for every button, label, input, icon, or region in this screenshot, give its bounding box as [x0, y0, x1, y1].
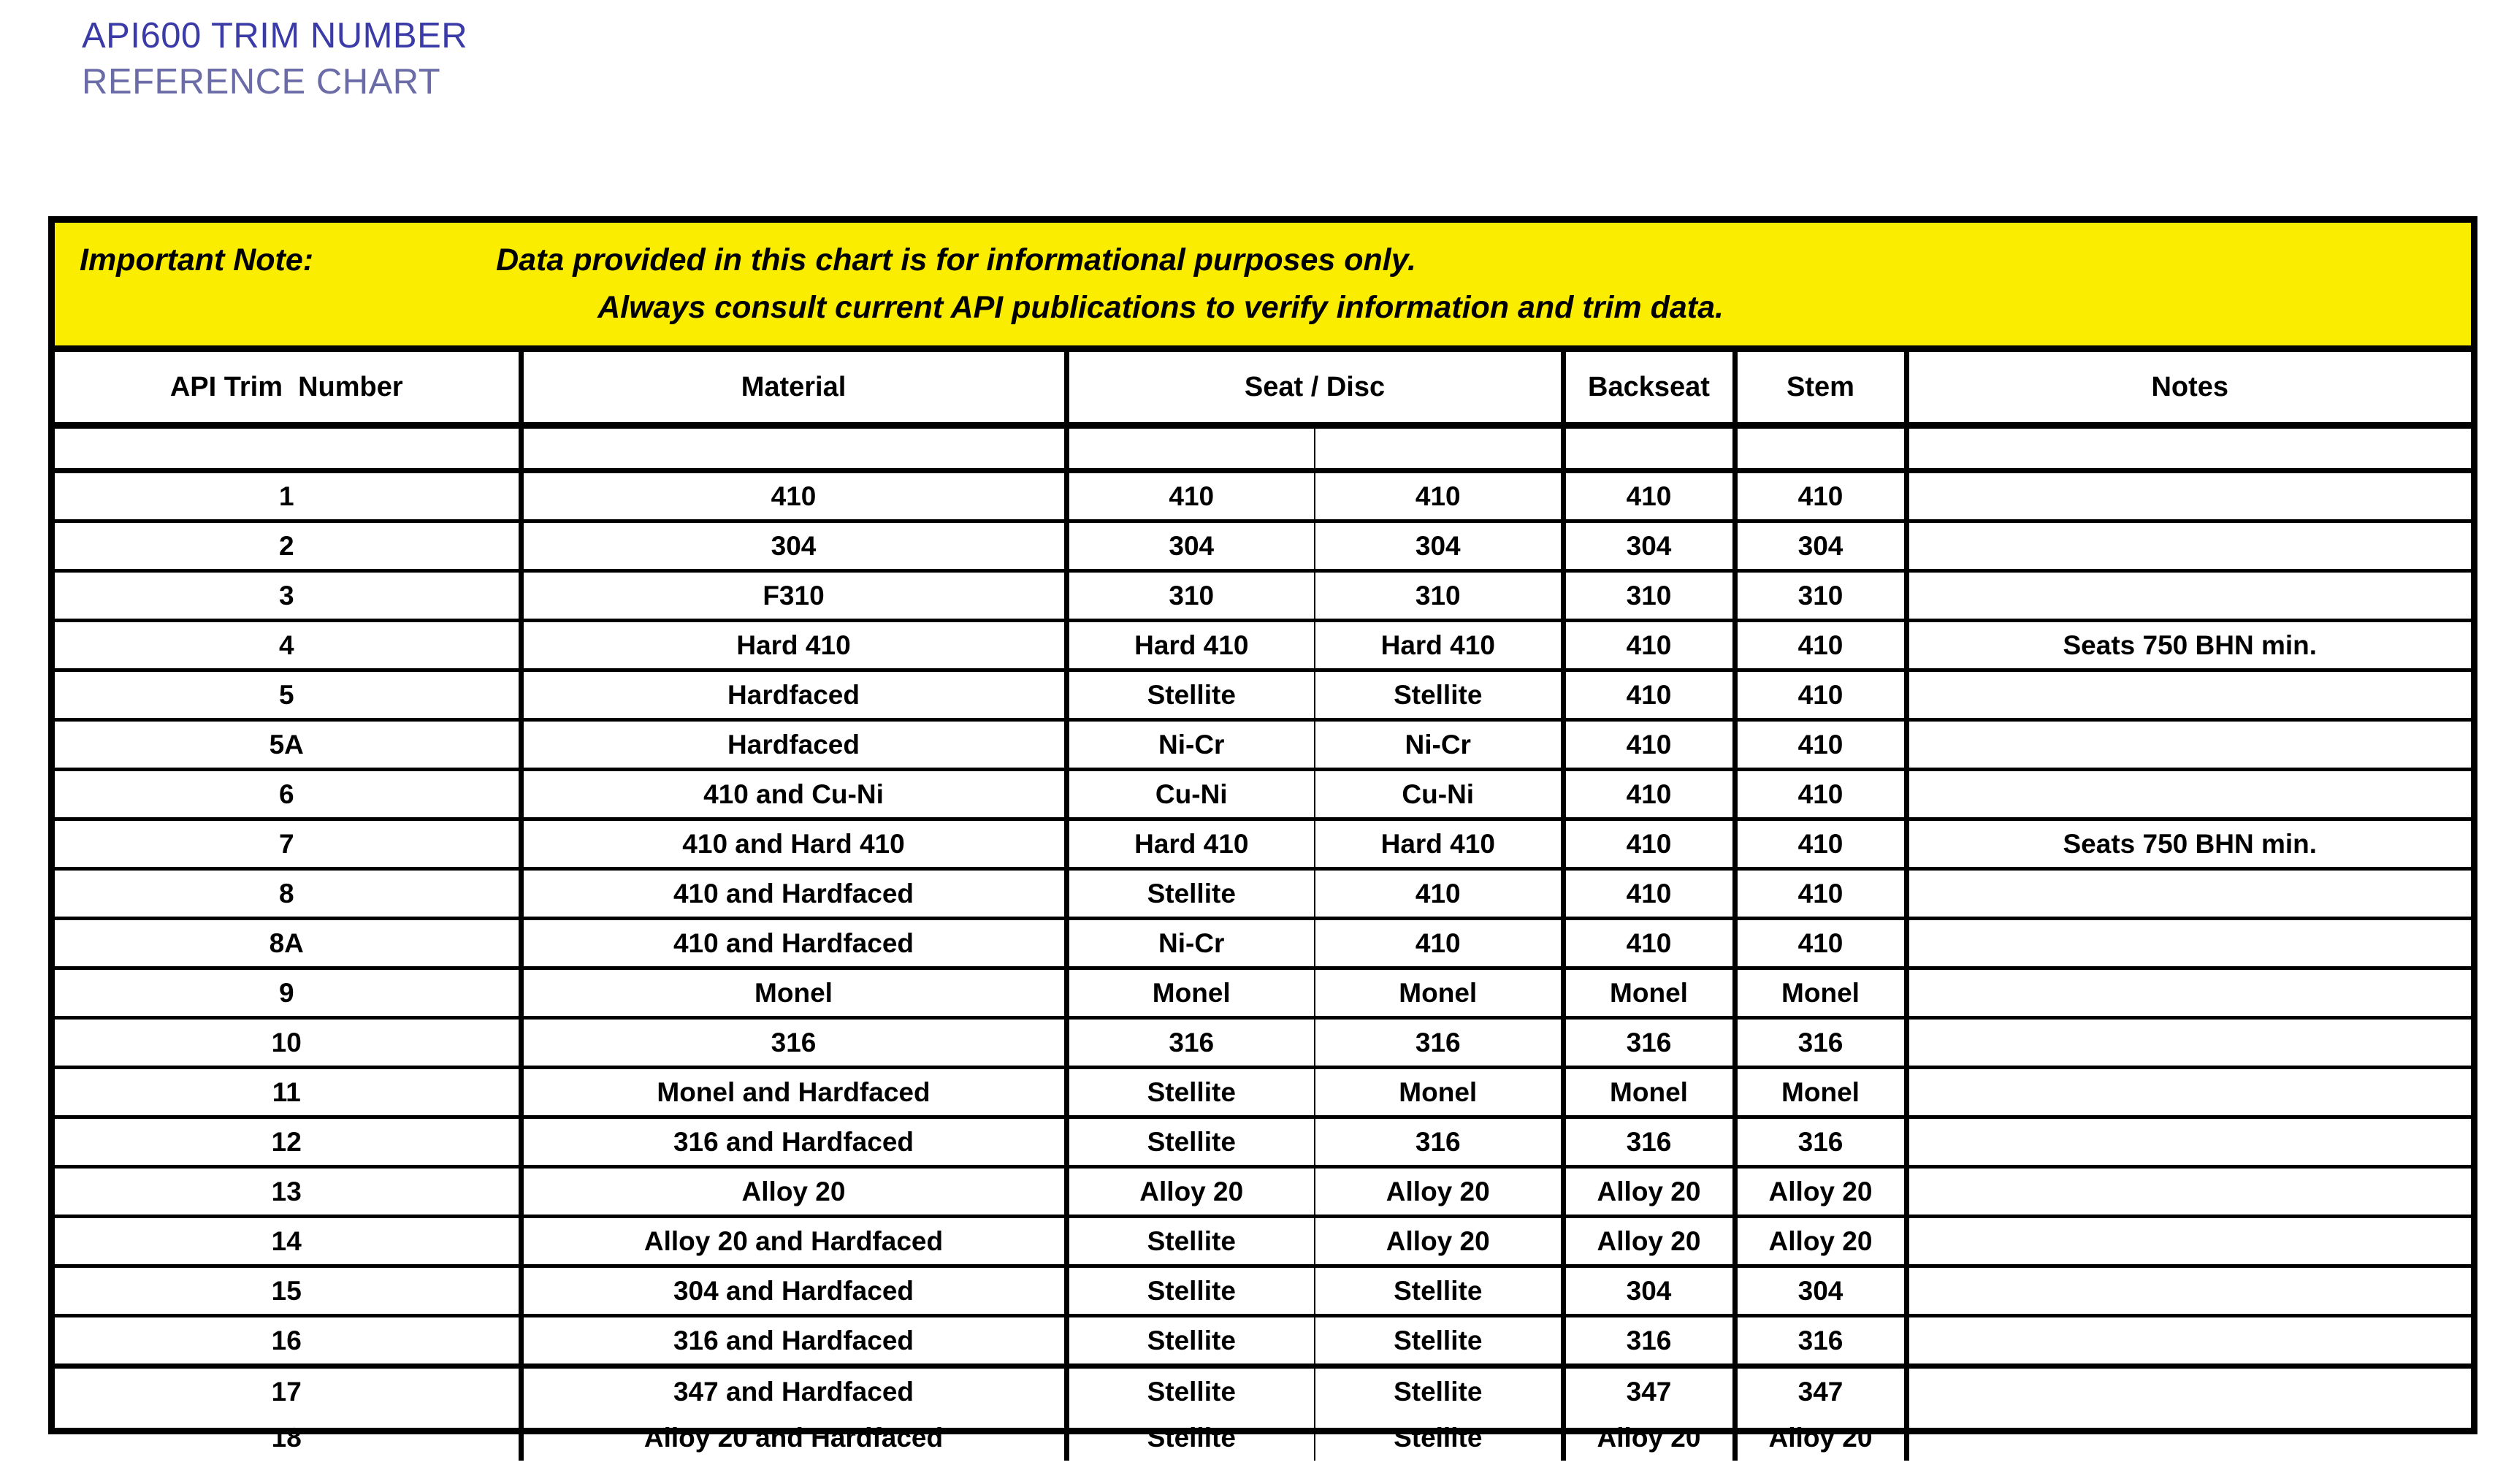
cell-stem: 410 [1735, 819, 1906, 869]
table-row [55, 1018, 2471, 1068]
cell-material: Alloy 20 and Hardfaced [521, 1217, 1066, 1266]
cell-backseat: Monel [1563, 1068, 1735, 1117]
cell-notes: Seats 750 BHN min. [1906, 819, 2471, 869]
cell-backseat: 410 [1563, 770, 1735, 819]
cell-notes [1906, 471, 2471, 521]
cell-stem: 316 [1735, 1316, 1906, 1366]
cell-seat: Stellite [1066, 1217, 1315, 1266]
table-row [55, 720, 2471, 770]
cell-seat: Hard 410 [1066, 819, 1315, 869]
cell-backseat: 410 [1563, 471, 1735, 521]
cell-stem: 410 [1735, 471, 1906, 521]
cell-material: 410 [521, 471, 1066, 521]
table-header-row [55, 349, 2471, 426]
cell-seat: Ni-Cr [1066, 919, 1315, 968]
cell-disc: 304 [1315, 521, 1563, 571]
important-note-label: Important Note: [80, 242, 314, 278]
cell-backseat: 410 [1563, 919, 1735, 968]
important-note-line2: Always consult current API publications to verify information and trim data. [597, 290, 1724, 325]
cell-stem: 304 [1735, 1266, 1906, 1316]
cell-seat: Stellite [1066, 1068, 1315, 1117]
cell-backseat: 316 [1563, 1117, 1735, 1167]
cell-trim-number: 8 [55, 869, 521, 919]
table-spacer-row [55, 426, 2471, 471]
cell-material: 410 and Hardfaced [521, 869, 1066, 919]
cell-trim-number: 13 [55, 1167, 521, 1217]
cell-disc: Hard 410 [1315, 621, 1563, 670]
cell-trim-number: 4 [55, 621, 521, 670]
cell-material: 347 and Hardfaced [521, 1366, 1066, 1415]
cell-seat: Monel [1066, 968, 1315, 1018]
cell-material: 410 and Cu-Ni [521, 770, 1066, 819]
cell-material: 316 and Hardfaced [521, 1117, 1066, 1167]
cell-notes [1906, 1217, 2471, 1266]
cell-stem: Alloy 20 [1735, 1415, 1906, 1461]
cell-stem: 410 [1735, 919, 1906, 968]
cell-trim-number: 8A [55, 919, 521, 968]
cell-backseat: 304 [1563, 1266, 1735, 1316]
cell-material: 410 and Hard 410 [521, 819, 1066, 869]
cell-stem: 304 [1735, 521, 1906, 571]
cell-stem: 410 [1735, 670, 1906, 720]
cell-seat: 304 [1066, 521, 1315, 571]
cell-disc: Stellite [1315, 670, 1563, 720]
cell-stem: Alloy 20 [1735, 1167, 1906, 1217]
cell-seat: Cu-Ni [1066, 770, 1315, 819]
cell-disc: 410 [1315, 919, 1563, 968]
cell-seat: 316 [1066, 1018, 1315, 1068]
cell-notes [1906, 670, 2471, 720]
table-row [55, 1266, 2471, 1316]
cell-trim-number: 5 [55, 670, 521, 720]
spacer-cell-trim [55, 426, 521, 471]
cell-backseat: 410 [1563, 670, 1735, 720]
cell-material: Alloy 20 and Hardfaced [521, 1415, 1066, 1461]
table-row [55, 521, 2471, 571]
cell-disc: 316 [1315, 1117, 1563, 1167]
cell-stem: 316 [1735, 1117, 1906, 1167]
important-note-row [55, 223, 2471, 349]
cell-backseat: 347 [1563, 1366, 1735, 1415]
cell-seat: Stellite [1066, 1415, 1315, 1461]
cell-seat: Stellite [1066, 1366, 1315, 1415]
cell-trim-number: 10 [55, 1018, 521, 1068]
table-row [55, 919, 2471, 968]
page-title-line2: REFERENCE CHART [82, 61, 441, 102]
cell-material: Hard 410 [521, 621, 1066, 670]
spacer-cell-backseat [1563, 426, 1735, 471]
cell-trim-number: 17 [55, 1366, 521, 1415]
cell-stem: Monel [1735, 968, 1906, 1018]
cell-notes [1906, 1167, 2471, 1217]
cell-disc: Stellite [1315, 1415, 1563, 1461]
cell-seat: Stellite [1066, 670, 1315, 720]
cell-seat: Ni-Cr [1066, 720, 1315, 770]
cell-stem: 410 [1735, 770, 1906, 819]
cell-material: Alloy 20 [521, 1167, 1066, 1217]
cell-disc: 410 [1315, 869, 1563, 919]
spacer-cell-notes [1906, 426, 2471, 471]
cell-disc: Monel [1315, 1068, 1563, 1117]
table-row [55, 968, 2471, 1018]
cell-seat: Hard 410 [1066, 621, 1315, 670]
cell-seat: Stellite [1066, 1316, 1315, 1366]
cell-backseat: 316 [1563, 1316, 1735, 1366]
cell-disc: Hard 410 [1315, 819, 1563, 869]
cell-trim-number: 3 [55, 571, 521, 621]
cell-material: 316 [521, 1018, 1066, 1068]
table-row [55, 471, 2471, 521]
cell-backseat: Alloy 20 [1563, 1167, 1735, 1217]
cell-trim-number: 9 [55, 968, 521, 1018]
cell-disc: Cu-Ni [1315, 770, 1563, 819]
spacer-cell-stem [1735, 426, 1906, 471]
cell-disc: Ni-Cr [1315, 720, 1563, 770]
table-row [55, 621, 2471, 670]
important-note-cell [55, 223, 2471, 349]
cell-disc: 310 [1315, 571, 1563, 621]
cell-seat: Stellite [1066, 1117, 1315, 1167]
cell-disc: Alloy 20 [1315, 1217, 1563, 1266]
cell-notes [1906, 1018, 2471, 1068]
spacer-cell-material [521, 426, 1066, 471]
column-header-trim-number: API Trim Number [55, 349, 521, 426]
page-title-line1: API600 TRIM NUMBER [82, 16, 468, 56]
cell-trim-number: 18 [55, 1415, 521, 1461]
table-row [55, 1217, 2471, 1266]
column-header-backseat: Backseat [1563, 349, 1735, 426]
cell-seat: 310 [1066, 571, 1315, 621]
table-row [55, 1366, 2471, 1415]
cell-disc: Alloy 20 [1315, 1167, 1563, 1217]
cell-stem: 316 [1735, 1018, 1906, 1068]
cell-stem: 410 [1735, 621, 1906, 670]
table-row [55, 869, 2471, 919]
cell-disc: Stellite [1315, 1266, 1563, 1316]
cell-notes: Seats 750 BHN min. [1906, 621, 2471, 670]
table-row [55, 770, 2471, 819]
cell-trim-number: 5A [55, 720, 521, 770]
column-header-notes: Notes [1906, 349, 2471, 426]
cell-stem: Alloy 20 [1735, 1217, 1906, 1266]
cell-trim-number: 1 [55, 471, 521, 521]
cell-disc: Stellite [1315, 1316, 1563, 1366]
cell-trim-number: 16 [55, 1316, 521, 1366]
cell-stem: 347 [1735, 1366, 1906, 1415]
cell-disc: Monel [1315, 968, 1563, 1018]
cell-backseat: Alloy 20 [1563, 1217, 1735, 1266]
table-row [55, 571, 2471, 621]
table-row [55, 1117, 2471, 1167]
cell-material: Hardfaced [521, 670, 1066, 720]
cell-notes [1906, 1366, 2471, 1415]
cell-seat: Stellite [1066, 1266, 1315, 1316]
cell-backseat: 304 [1563, 521, 1735, 571]
table-row [55, 1415, 2471, 1461]
cell-backseat: 410 [1563, 720, 1735, 770]
cell-material: 410 and Hardfaced [521, 919, 1066, 968]
column-header-stem: Stem [1735, 349, 1906, 426]
cell-trim-number: 14 [55, 1217, 521, 1266]
cell-trim-number: 15 [55, 1266, 521, 1316]
cell-trim-number: 12 [55, 1117, 521, 1167]
spacer-cell-seat [1066, 426, 1315, 471]
cell-notes [1906, 1117, 2471, 1167]
cell-notes [1906, 1316, 2471, 1366]
cell-backseat: 316 [1563, 1018, 1735, 1068]
cell-stem: 410 [1735, 869, 1906, 919]
cell-notes [1906, 968, 2471, 1018]
cell-notes [1906, 869, 2471, 919]
table-row [55, 670, 2471, 720]
cell-stem: Monel [1735, 1068, 1906, 1117]
cell-material: Monel [521, 968, 1066, 1018]
table-row [55, 1167, 2471, 1217]
cell-backseat: Monel [1563, 968, 1735, 1018]
cell-material: 304 and Hardfaced [521, 1266, 1066, 1316]
trim-reference-table [55, 223, 2471, 1461]
cell-trim-number: 6 [55, 770, 521, 819]
cell-seat: 410 [1066, 471, 1315, 521]
cell-trim-number: 2 [55, 521, 521, 571]
column-header-seat-disc: Seat / Disc [1066, 349, 1563, 426]
page-title [82, 16, 467, 102]
cell-material: 316 and Hardfaced [521, 1316, 1066, 1366]
cell-backseat: 410 [1563, 869, 1735, 919]
reference-chart-frame [48, 216, 2477, 1453]
cell-backseat: Alloy 20 [1563, 1415, 1735, 1461]
cell-notes [1906, 919, 2471, 968]
cell-notes [1906, 1068, 2471, 1117]
cell-trim-number: 7 [55, 819, 521, 869]
cell-stem: 410 [1735, 720, 1906, 770]
cell-notes [1906, 770, 2471, 819]
cell-notes [1906, 571, 2471, 621]
column-header-material: Material [521, 349, 1066, 426]
table-row [55, 1316, 2471, 1366]
cell-trim-number: 11 [55, 1068, 521, 1117]
cell-material: 304 [521, 521, 1066, 571]
cell-material: Hardfaced [521, 720, 1066, 770]
cell-disc: 410 [1315, 471, 1563, 521]
cell-material: Monel and Hardfaced [521, 1068, 1066, 1117]
cell-notes [1906, 720, 2471, 770]
cell-notes [1906, 1266, 2471, 1316]
cell-notes [1906, 521, 2471, 571]
cell-disc: Stellite [1315, 1366, 1563, 1415]
cell-backseat: 410 [1563, 621, 1735, 670]
table-row [55, 1068, 2471, 1117]
spacer-cell-disc [1315, 426, 1563, 471]
cell-seat: Stellite [1066, 869, 1315, 919]
cell-disc: 316 [1315, 1018, 1563, 1068]
table-row [55, 819, 2471, 869]
cell-material: F310 [521, 571, 1066, 621]
cell-backseat: 410 [1563, 819, 1735, 869]
cell-backseat: 310 [1563, 571, 1735, 621]
cell-notes [1906, 1415, 2471, 1461]
cell-seat: Alloy 20 [1066, 1167, 1315, 1217]
important-note-line1: Data provided in this chart is for informational purposes only. [496, 242, 1417, 278]
cell-stem: 310 [1735, 571, 1906, 621]
